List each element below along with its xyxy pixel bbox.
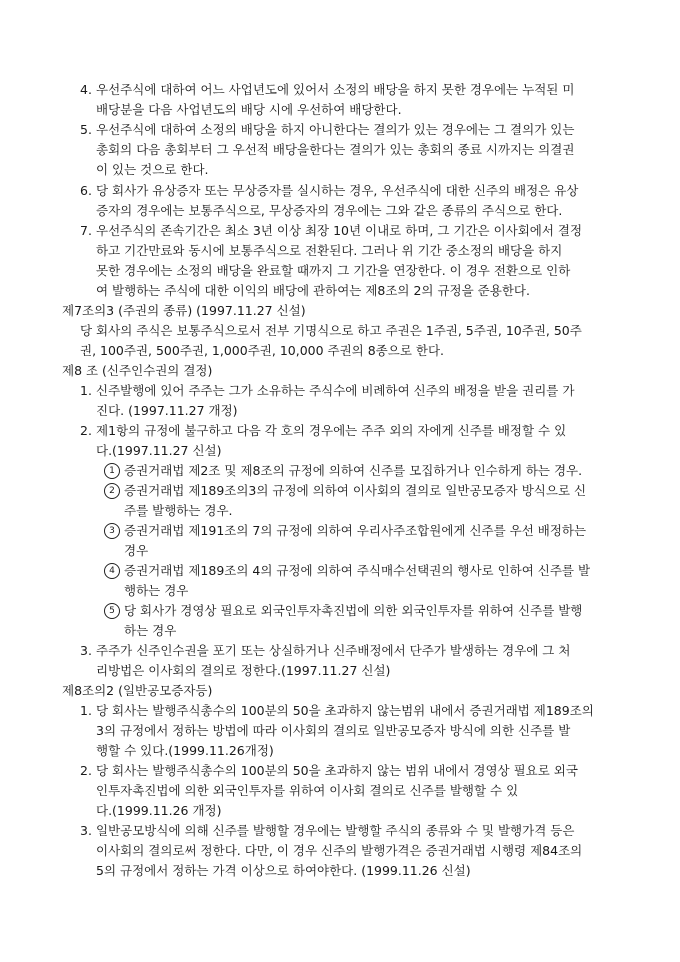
article-7-3-heading: 제7조의3 (주권의 종류) (1997.11.27 신설): [62, 303, 306, 318]
subitem-line: 당 회사가 경영상 필요로 외국인투자촉진법에 의한 외국인투자를 위하여 신주를 발행: [124, 603, 583, 618]
item-line: 증자의 경우에는 보통주식으로, 무상증자의 경우에는 그와 같은 종류의 주식으로 한다.: [96, 203, 563, 218]
item-number: 1.: [80, 383, 92, 398]
subitem-line: 경우: [124, 543, 149, 558]
subitem-line: 증권거래법 제189조의3의 규정에 의하여 이사회의 결의로 일반공모증자 방식으로 신: [124, 483, 587, 498]
item-line: 이사회의 결의로써 정한다. 다만, 이 경우 신주의 발행가격은 증권거래법 시행령 제84조의: [96, 843, 583, 858]
subitem-line: 증권거래법 제189조의 4의 규정에 의하여 주식매수선택권의 행사로 인하여 신주를 발: [124, 563, 591, 578]
circled-number-5: 5: [104, 603, 120, 619]
item-number: 2.: [80, 763, 92, 778]
item-line: 행할 수 있다.(1999.11.26개정): [96, 743, 274, 758]
item-number: 2.: [80, 423, 92, 438]
item-line: 인투자촉진법에 의한 외국인투자를 위하여 이사회 결의로 신주를 발행할 수 있: [96, 783, 519, 798]
item-line: 신주발행에 있어 주주는 그가 소유하는 주식수에 비례하여 신주의 배정을 받을 권리를 가: [96, 383, 575, 398]
item-line: 우선주식에 대하여 소정의 배당을 하지 아니한다는 결의가 있는 경우에는 그 결의가 있는: [96, 122, 575, 137]
item-line: 총회의 다음 총회부터 그 우선적 배당을한다는 결의가 있는 총회의 종료 시까지는 의결권: [96, 142, 575, 157]
circled-number-4: 4: [104, 563, 120, 579]
item-line: 주주가 신주인수권을 포기 또는 상실하거나 신주배정에서 단주가 발생하는 경우에 그 처: [96, 643, 571, 658]
item-line: 우선주식에 대하여 어느 사업년도에 있어서 소정의 배당을 하지 못한 경우에는 누적된 미: [96, 82, 575, 97]
article-7-3-line: 당 회사의 주식은 보통주식으로서 전부 기명식으로 하고 주권은 1주권, 5주권, 10주권, 50주: [80, 323, 582, 338]
item-number: 6.: [80, 183, 92, 198]
item-number: 3.: [80, 643, 92, 658]
subitem-line: 하는 경우: [124, 623, 177, 638]
article-7-3-line: 권, 100주권, 500주권, 1,000주권, 10,000 주권의 8종으로 한다.: [80, 343, 444, 358]
item-line: 일반공모방식에 의해 신주를 발행할 경우에는 발행할 주식의 종류와 수 및 발행가격 등은: [96, 823, 575, 838]
subitem-line: 증권거래법 제2조 및 제8조의 규정에 의하여 신주를 모집하거나 인수하게 하는 경우.: [124, 463, 583, 478]
item-line: 리방법은 이사회의 결의로 정한다.(1997.11.27 신설): [96, 663, 391, 678]
item-line: 제1항의 규정에 불구하고 다음 각 호의 경우에는 주주 외의 자에게 신주를 배정할 수 있: [96, 423, 567, 438]
item-line: 3의 규정에서 정하는 방법에 따라 이사회의 결의로 일반공모증자 방식에 의한 신주를 발: [96, 723, 571, 738]
item-line: 당 회사는 발행주식총수의 100분의 50을 초과하지 않는범위 내에서 증권거래법 제189조의: [96, 703, 594, 718]
circled-number-3: 3: [104, 523, 120, 539]
item-line: 못한 경우에는 소정의 배당을 완료할 때까지 그 기간을 연장한다. 이 경우 전환으로 인하: [96, 263, 571, 278]
item-line: 이 있는 것으로 한다.: [96, 162, 209, 177]
item-line: 5의 규정에서 정하는 가격 이상으로 하여야한다. (1999.11.26 신설): [96, 863, 471, 878]
item-line: 다.(1999.11.26 개정): [96, 803, 222, 818]
item-number: 7.: [80, 223, 92, 238]
item-number: 1.: [80, 703, 92, 718]
subitem-line: 증권거래법 제191조의 7의 규정에 의하여 우리사주조합원에게 신주를 우선 배정하는: [124, 523, 587, 538]
article-8-2-heading: 제8조의2 (일반공모증자등): [62, 683, 213, 698]
item-line: 진다. (1997.11.27 개정): [96, 403, 238, 418]
subitem-line: 주를 발행하는 경우.: [124, 503, 233, 518]
item-number: 5.: [80, 122, 92, 137]
item-line: 여 발행하는 주식에 대한 이익의 배당에 관하여는 제8조의 2의 규정을 준용한다.: [96, 283, 530, 298]
item-number: 3.: [80, 823, 92, 838]
circled-number-2: 2: [104, 483, 120, 499]
item-line: 하고 기간만료와 동시에 보통주식으로 전환된다. 그러나 위 기간 중소정의 배당을 하지: [96, 243, 563, 258]
item-line: 당 회사는 발행주식총수의 100분의 50을 초과하지 않는 범위 내에서 경영상 필요로 외국: [96, 763, 578, 778]
item-line: 우선주식의 존속기간은 최소 3년 이상 최장 10년 이내로 하며, 그 기간은 이사회에서 결정: [96, 223, 583, 238]
article-8-heading: 제8 조 (신주인수권의 결정): [62, 363, 213, 378]
item-line: 당 회사가 유상증자 또는 무상증자를 실시하는 경우, 우선주식에 대한 신주의 배정은 유상: [96, 183, 579, 198]
circled-number-1: 1: [104, 463, 120, 479]
item-line: 배당분을 다음 사업년도의 배당 시에 우선하여 배당한다.: [96, 102, 402, 117]
subitem-line: 행하는 경우: [124, 583, 189, 598]
item-line: 다.(1997.11.27 신설): [96, 443, 222, 458]
item-number: 4.: [80, 82, 92, 97]
